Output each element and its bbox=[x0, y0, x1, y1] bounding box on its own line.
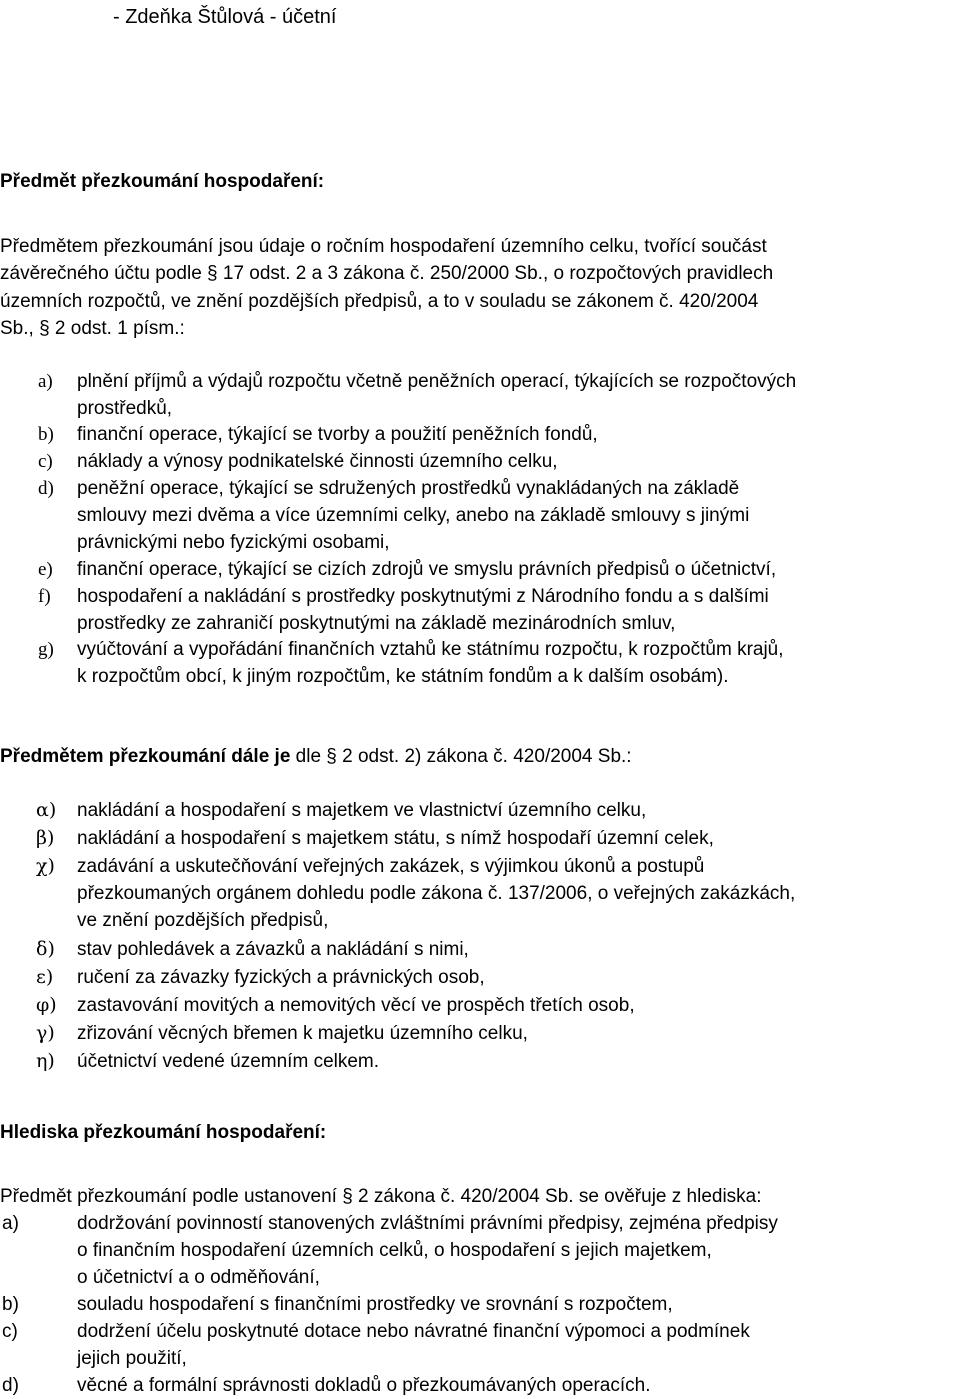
item-marker: g) bbox=[38, 639, 54, 660]
item-text-line: smlouvy mezi dvěma a více územními celky, anebo na základě smlouvy s jinými bbox=[77, 505, 750, 526]
item-text-line: vyúčtování a vypořádání finančních vztahů ke státnímu rozpočtu, k rozpočtům krajů, bbox=[77, 639, 784, 660]
item-text-line: dodržení účelu poskytnuté dotace nebo návratné finanční výpomoci a podmínek bbox=[77, 1321, 750, 1342]
item-text-line: dodržování povinností stanovených zvláštními právními předpisy, zejména předpisy bbox=[77, 1213, 778, 1234]
item-text-line: peněžní operace, týkající se sdružených prostředků vynakládaných na základě bbox=[77, 478, 740, 499]
item-marker: b) bbox=[38, 424, 54, 445]
item-text-line: hospodaření a nakládání s prostředky poskytnutými z Národního fondu a s dalšími bbox=[77, 586, 769, 607]
item-text-line: finanční operace, týkající se cizích zdrojů ve smyslu právních předpisů o účetnictví, bbox=[77, 559, 777, 580]
item-text-line: ve znění pozdějších předpisů, bbox=[77, 910, 329, 931]
item-marker: γ) bbox=[36, 1022, 55, 1044]
section2-title-rest: dle § 2 odst. 2) zákona č. 420/2004 Sb.: bbox=[290, 746, 632, 767]
item-marker: ε) bbox=[36, 966, 54, 988]
item-marker: α) bbox=[36, 799, 57, 821]
item-text-line: plnění příjmů a výdajů rozpočtu včetně peněžních operací, týkajících se rozpočtových bbox=[77, 371, 797, 392]
section3-title: Hlediska přezkoumání hospodaření: bbox=[0, 1122, 327, 1143]
item-text-line: nakládání a hospodaření s majetkem ve vlastnictví územního celku, bbox=[77, 800, 647, 821]
item-text-line: nakládání a hospodaření s majetkem státu, s nímž hospodaří územní celek, bbox=[77, 828, 714, 849]
item-text-line: prostředků, bbox=[77, 398, 173, 419]
item-text-line: stav pohledávek a závazků a nakládání s nimi, bbox=[77, 939, 469, 960]
item-text-line: věcné a formální správnosti dokladů o přezkoumávaných operacích. bbox=[77, 1375, 651, 1396]
item-text-line: účetnictví vedené územním celkem. bbox=[77, 1051, 380, 1072]
item-marker: a) bbox=[38, 371, 53, 392]
item-text-line: náklady a výnosy podnikatelské činnosti územního celku, bbox=[77, 451, 558, 472]
item-text-line: zadávání a uskutečňování veřejných zakázek, s výjimkou úkonů a postupů bbox=[77, 856, 705, 877]
item-marker: a) bbox=[2, 1213, 19, 1234]
item-text-line: přezkoumaných orgánem dohledu podle zákona č. 137/2006, o veřejných zakázkách, bbox=[77, 883, 796, 904]
section3-intro: Předmět přezkoumání podle ustanovení § 2 zákona č. 420/2004 Sb. se ověřuje z hlediska: bbox=[0, 1186, 762, 1207]
item-marker: φ) bbox=[36, 994, 57, 1016]
item-text-line: o účetnictví a o odměňování, bbox=[77, 1267, 320, 1288]
item-marker: d) bbox=[2, 1375, 19, 1396]
item-text-line: ručení za závazky fyzických a právnických osob, bbox=[77, 967, 485, 988]
section2-title bbox=[0, 747, 632, 766]
item-marker: d) bbox=[38, 478, 54, 499]
section1-para-line-4: Sb., § 2 odst. 1 písm.: bbox=[0, 318, 185, 339]
item-marker: f) bbox=[38, 586, 51, 607]
item-text-line: zřizování věcných břemen k majetku územního celku, bbox=[77, 1023, 528, 1044]
header-name-line: - Zdeňka Štůlová - účetní bbox=[113, 6, 337, 28]
item-marker: δ) bbox=[36, 938, 55, 960]
item-text-line: souladu hospodaření s finančními prostředky ve srovnání s rozpočtem, bbox=[77, 1294, 673, 1315]
item-marker: c) bbox=[2, 1321, 18, 1342]
item-marker: e) bbox=[38, 559, 53, 580]
section1-para-line-3: územních rozpočtů, ve znění pozdějších předpisů, a to v souladu se zákonem č. 420/2004 bbox=[0, 291, 759, 312]
item-marker: β) bbox=[36, 827, 55, 849]
item-text-line: finanční operace, týkající se tvorby a použití peněžních fondů, bbox=[77, 424, 598, 445]
item-text-line: zastavování movitých a nemovitých věcí ve prospěch třetích osob, bbox=[77, 995, 635, 1016]
item-marker: b) bbox=[2, 1294, 19, 1315]
item-marker: χ) bbox=[36, 855, 55, 877]
item-text-line: k rozpočtům obcí, k jiným rozpočtům, ke státním fondům a k dalším osobám). bbox=[77, 666, 729, 687]
section1-title: Předmět přezkoumání hospodaření: bbox=[0, 171, 325, 192]
item-text-line: o finančním hospodaření územních celků, o hospodaření s jejich majetkem, bbox=[77, 1240, 712, 1261]
item-marker: c) bbox=[38, 451, 53, 472]
item-text-line: právnickými nebo fyzickými osobami, bbox=[77, 532, 390, 553]
section1-para-line-2: závěrečného účtu podle § 17 odst. 2 a 3 zákona č. 250/2000 Sb., o rozpočtových pravidlech bbox=[0, 263, 774, 284]
section1-para-line-1: Předmětem přezkoumání jsou údaje o ročním hospodaření územního celku, tvořící součást bbox=[0, 236, 767, 257]
item-text-line: prostředky ze zahraničí poskytnutými na základě mezinárodních smluv, bbox=[77, 613, 676, 634]
item-marker: η) bbox=[36, 1050, 55, 1072]
section2-title-bold: Předmětem přezkoumání dále je bbox=[0, 746, 291, 767]
item-text-line: jejich použití, bbox=[77, 1348, 187, 1369]
